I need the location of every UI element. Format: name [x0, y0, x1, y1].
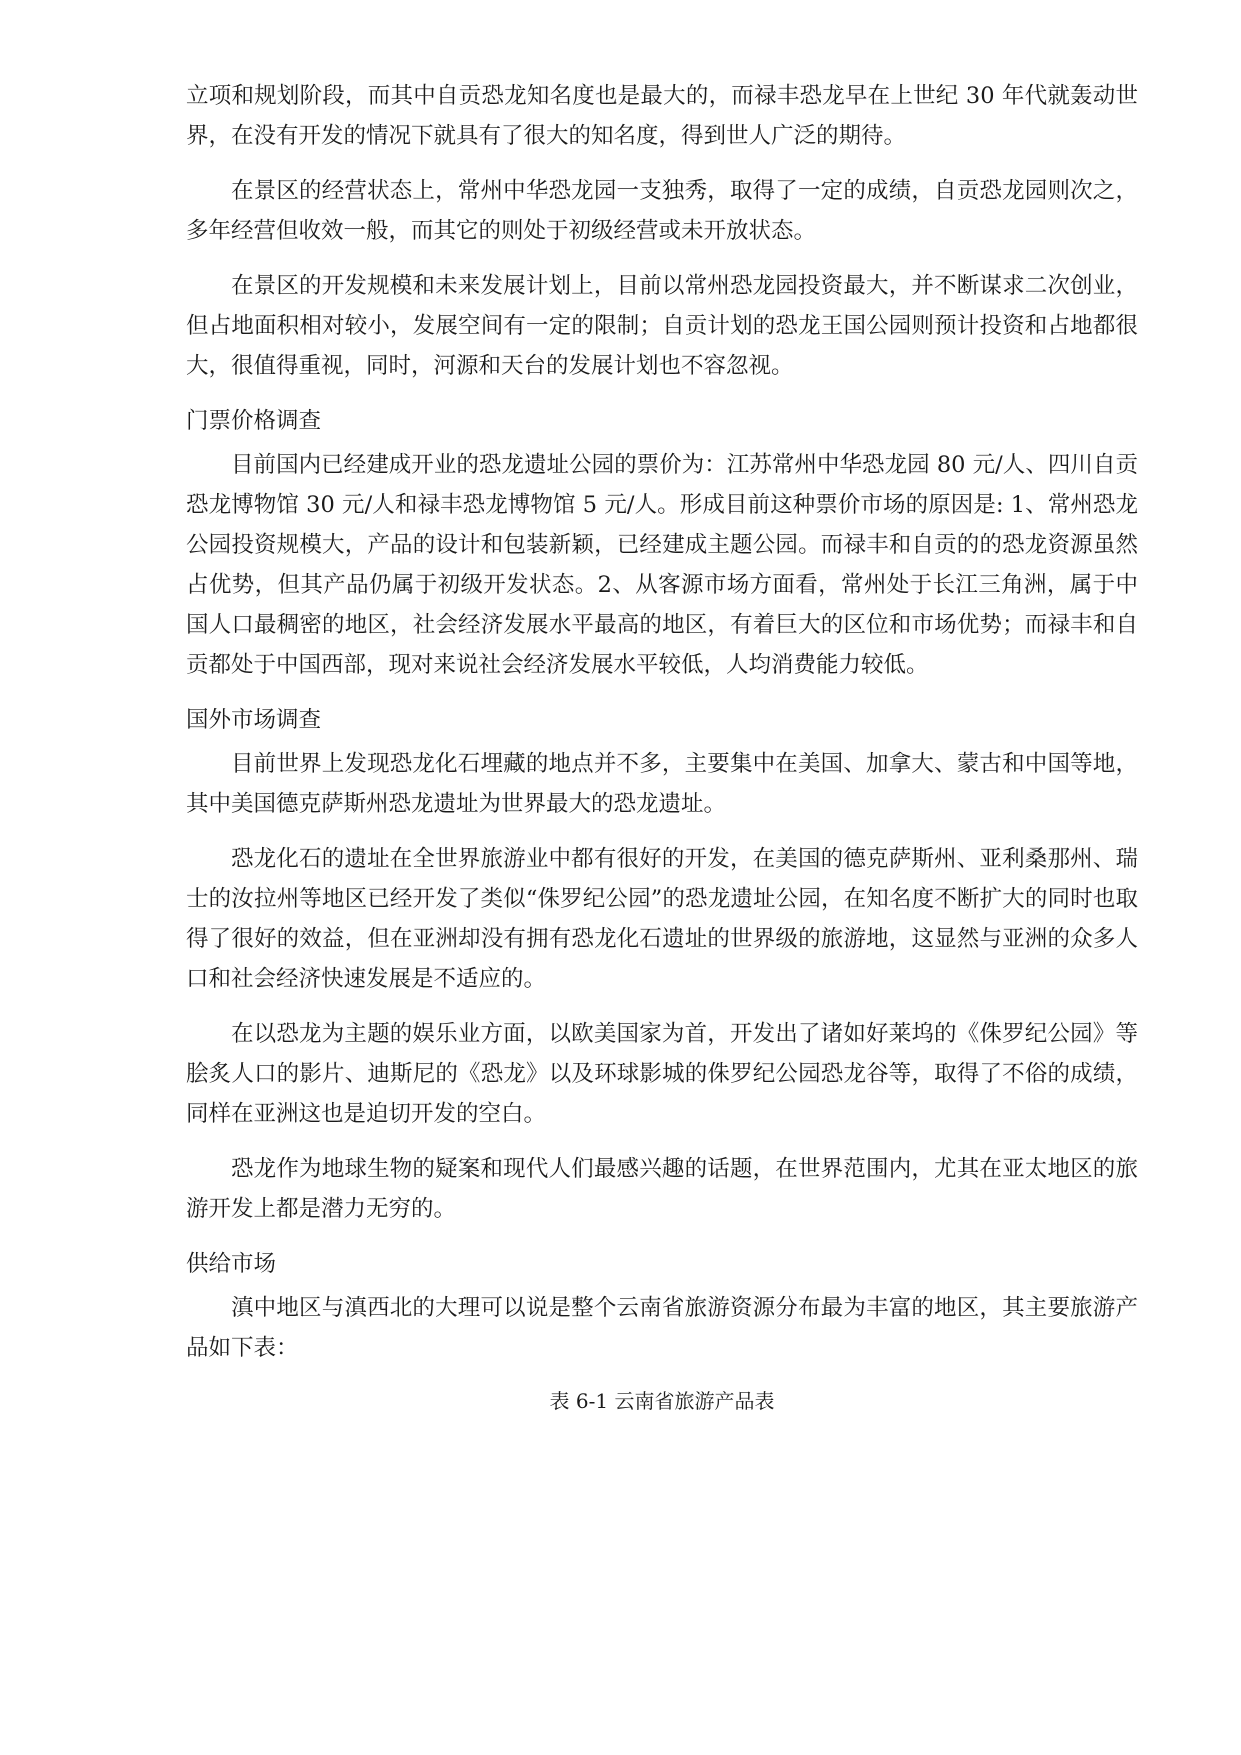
section-heading-ticket-price: 门票价格调查 [186, 408, 322, 434]
paragraph-development-scale: 在景区的开发规模和未来发展计划上，目前以常州恐龙园投资最大，并不断谋求二次创业，但占地面积相对较小，发展空间有一定的限制；自贡计划的恐龙王国公园则预计投资和占地都很大，很值得重视，同时，河源和天台的发展计划也不容忽视。 [186, 273, 1138, 379]
document-body [186, 76, 1138, 1419]
section-heading-supply-market: 供给市场 [186, 1251, 277, 1277]
paragraph-continuation: 立项和规划阶段，而其中自贡恐龙知名度也是最大的，而禄丰恐龙早在上世纪 30 年代就轰动世界，在没有开发的情况下就具有了很大的知名度，得到世人广泛的期待。 [186, 83, 1138, 149]
paragraph-foreign-sites: 目前世界上发现恐龙化石埋藏的地点并不多，主要集中在美国、加拿大、蒙古和中国等地，其中美国德克萨斯州恐龙遗址为世界最大的恐龙遗址。 [186, 751, 1138, 817]
paragraph-foreign-potential: 恐龙作为地球生物的疑案和现代人们最感兴趣的话题，在世界范围内，尤其在亚太地区的旅游开发上都是潜力无穷的。 [186, 1156, 1138, 1222]
paragraph-ticket-price: 目前国内已经建成开业的恐龙遗址公园的票价为：江苏常州中华恐龙园 80 元/人、四川自贡恐龙博物馆 30 元/人和禄丰恐龙博物馆 5 元/人。形成目前这种票价市场的原因是: 1、常州恐龙公园投资规模大，产品的设计和包装新颖，已经建成主题公园。而禄丰和自贡的的恐龙资源虽然占优势，但其产品仍属于初级开发状态。2、从客源市场方面看，常州处于长江三角洲，属于中国人口最稠密的地区，社会经济发展水平最高的地区，有着巨大的区位和市场优势；而禄丰和自贡都处于中国西部，现对来说社会经济发展水平较低，人均消费能力较低。 [186, 452, 1138, 678]
section-heading-foreign-market: 国外市场调查 [186, 707, 322, 733]
table-caption: 表 6-1 云南省旅游产品表 [549, 1389, 775, 1413]
paragraph-foreign-entertainment: 在以恐龙为主题的娱乐业方面，以欧美国家为首，开发出了诸如好莱坞的《侏罗纪公园》等脍炙人口的影片、迪斯尼的《恐龙》以及环球影城的侏罗纪公园恐龙谷等，取得了不俗的成绩，同样在亚洲这也是迫切开发的空白。 [186, 1021, 1138, 1127]
paragraph-foreign-tourism: 恐龙化石的遗址在全世界旅游业中都有很好的开发，在美国的德克萨斯州、亚利桑那州、瑞士的汝拉州等地区已经开发了类似“侏罗纪公园”的恐龙遗址公园，在知名度不断扩大的同时也取得了很好的效益，但在亚洲却没有拥有恐龙化石遗址的世界级的旅游地，这显然与亚洲的众多人口和社会经济快速发展是不适应的。 [186, 846, 1138, 992]
paragraph-supply-market: 滇中地区与滇西北的大理可以说是整个云南省旅游资源分布最为丰富的地区，其主要旅游产品如下表： [186, 1295, 1138, 1361]
paragraph-operation-status: 在景区的经营状态上，常州中华恐龙园一支独秀，取得了一定的成绩，自贡恐龙园则次之，多年经营但收效一般，而其它的则处于初级经营或未开放状态。 [186, 178, 1138, 244]
